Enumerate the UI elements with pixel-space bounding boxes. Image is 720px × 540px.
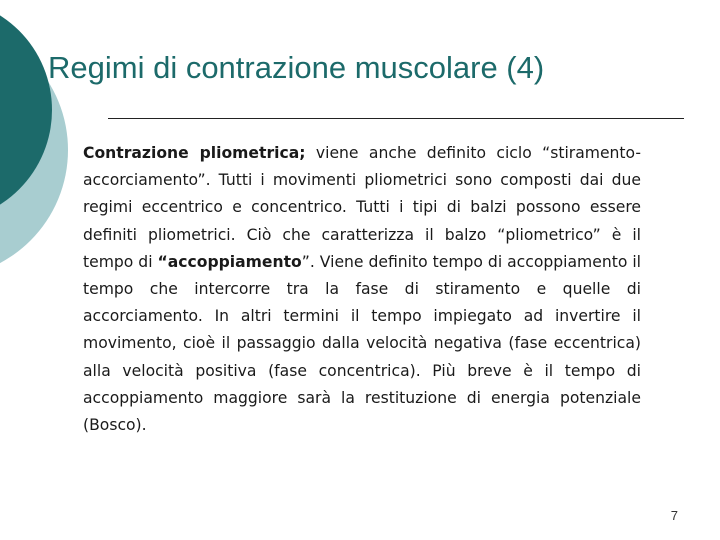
title-underline [108, 118, 684, 119]
slide-body-paragraph [83, 140, 641, 439]
page-number: 7 [670, 508, 678, 523]
emphasis-coupling: “accoppiamento [157, 252, 302, 271]
paragraph-text-part-1: viene anche definito ciclo “stiramento-accorciamento”. Tutti i movimenti pliometrici sono composti dai due regimi eccentrico e concentrico. Tutti i tipi di balzi possono essere definiti pliometrici. Ciò che caratterizza il balzo “pliometrico” è il tempo di [83, 144, 641, 271]
paragraph-text-part-2: ”. Viene definito tempo di accoppiamento il tempo che intercorre tra la fase di stiramento e quelle di accorciamento. In altri termini il tempo impiegato ad invertire il movimento, cioè il passaggio dalla velocità negativa (fase eccentrica) alla velocità positiva (fase concentrica). Più breve è il tempo di accoppiamento maggiore sarà la restituzione di energia potenziale (Bosco). [83, 252, 642, 435]
slide-title: Regimi di contrazione muscolare (4) [48, 50, 545, 85]
term-pliometric-contraction: Contrazione pliometrica; [83, 144, 306, 162]
